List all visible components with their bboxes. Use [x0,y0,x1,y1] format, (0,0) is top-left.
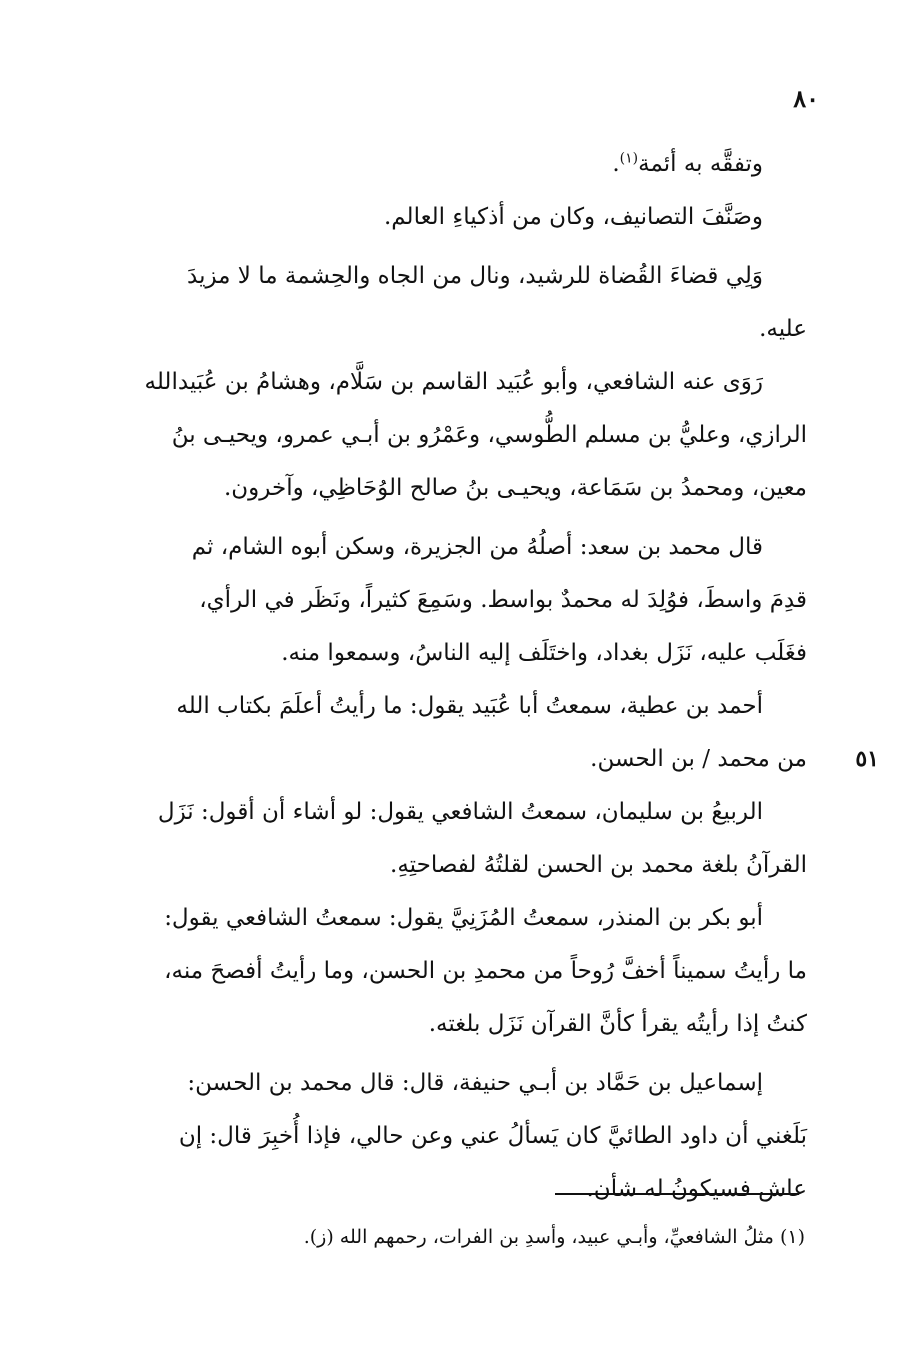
text-line: الربيعُ بن سليمان، سمعتُ الشافعي يقول: لو أشاء أن أقول: نَزَل [157,799,763,825]
footnote-separator [555,1193,799,1195]
footnote: (١) مثلُ الشافعيِّ، وأبـي عبيد، وأسدِ بن الفرات، رحمهم الله (ز). [303,1226,805,1248]
text-line: ما رأيتُ سميناً أخفَّ رُوحاً من محمدِ بن الحسن، وما رأيتُ أفصحَ منه، [164,958,807,984]
page-number: ٨٠ [793,84,819,113]
text-line: كنتُ إذا رأيتُه يقرأ كأنَّ القرآن نَزَل بلغته. [428,1011,807,1037]
paragraph-3 [107,356,807,515]
text-line: أبو بكر بن المنذر، سمعتُ المُزَنِيَّ يقول: سمعتُ الشافعي يقول: [164,905,763,931]
paragraph-5 [107,680,879,786]
main-text [107,138,879,1216]
text-line: وَلِي قضاءَ القُضاة للرشيد، ونال من الجاه والحِشمة ما لا مزيدَ [187,263,763,289]
paragraph-4 [107,521,807,680]
text-line-with-margin-number [107,733,879,786]
text-line: فغَلَب عليه، نَزَل بغداد، واختَلَف إليه الناسُ، وسمعوا منه. [281,640,807,666]
footnote-reference[interactable]: (١) [619,150,639,167]
text-line: عاش فسيكونُ له شأن. [586,1176,807,1202]
paragraph-7 [107,892,807,1051]
text-line: قدِمَ واسطَ، فوُلِدَ له محمدٌ بواسط. وسَمِعَ كثيراً، ونَظَر في الرأي، [199,587,807,613]
text-line: إسماعيل بن حَمَّاد بن أبـي حنيفة، قال: قال محمد بن الحسن: [187,1070,763,1096]
text-line: القرآنُ بلغة محمد بن الحسن لقلتُهُ لفصاحتِهِ. [390,852,807,878]
paragraph-1 [107,138,807,244]
text-line: عليه. [759,316,807,342]
text-line: بَلَغني أن داود الطائيَّ كان يَسألُ عني وعن حالي، فإذا أُخبِرَ قال: إن [178,1123,807,1149]
text-line: الرازي، وعليُّ بن مسلم الطُّوسي، وعَمْرُو بن أبـي عمرو، ويحيـى بنُ [171,422,807,448]
paragraph-2 [107,250,807,356]
text-line: وتفقَّه به أئمة$^{(١)}$. [612,150,763,177]
text-line: قال محمد بن سعد: أصلُهُ من الجزيرة، وسكن أبوه الشام، ثم [191,534,763,560]
margin-page-number: ٥١ [855,746,879,772]
text-line: أحمد بن عطية، سمعتُ أبا عُبَيد يقول: ما رأيتُ أعلَمَ بكتاب الله [176,693,763,719]
text-line: وصَنَّفَ التصانيف، وكان من أذكياءِ العالم. [383,204,763,230]
text-line: رَوَى عنه الشافعي، وأبو عُبَيد القاسم بن سَلَّام، وهشامُ بن عُبَيدالله [144,369,763,395]
text-line: معين، ومحمدُ بن سَمَاعة، ويحيـى بنُ صالح الوُحَاظِي، وآخرون. [223,475,807,501]
paragraph-6 [107,786,807,892]
text-line: من محمد / بن الحسن. [590,746,807,772]
